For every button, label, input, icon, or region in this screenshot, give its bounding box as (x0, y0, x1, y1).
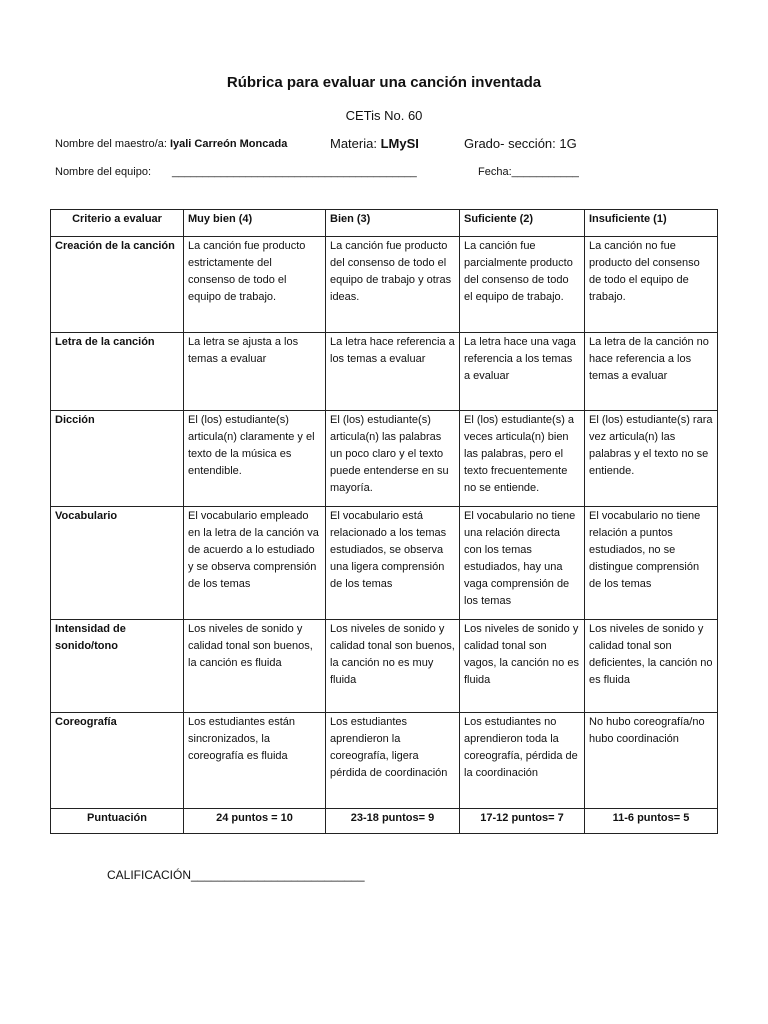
rubric-cell: El (los) estudiante(s) articula(n) claramente y el texto de la música es entendible. (184, 411, 326, 507)
score-cell: 17-12 puntos= 7 (460, 809, 585, 834)
criterion-cell: Creación de la canción (51, 237, 184, 333)
rubric-cell: Los niveles de sonido y calidad tonal son vagos, la canción no es fluida (460, 620, 585, 713)
table-row (51, 333, 718, 411)
rubric-cell: El (los) estudiante(s) rara vez articula(n) las palabras y el texto no se entiende. (585, 411, 718, 507)
criterion-cell: Intensidad de sonido/tono (51, 620, 184, 713)
score-cell: 23-18 puntos= 9 (326, 809, 460, 834)
rubric-cell: Los estudiantes están sincronizados, la coreografía es fluida (184, 713, 326, 809)
rubric-cell: La letra hace referencia a los temas a evaluar (326, 333, 460, 411)
header-criterion: Criterio a evaluar (51, 210, 184, 237)
rubric-cell: La letra hace una vaga referencia a los temas a evaluar (460, 333, 585, 411)
criterion-cell: Letra de la canción (51, 333, 184, 411)
rubric-cell: La canción no fue producto del consenso de todo el equipo de trabajo. (585, 237, 718, 333)
rubric-cell: Los estudiantes no aprendieron toda la coreografía, pérdida de la coordinación (460, 713, 585, 809)
score-row (51, 809, 718, 834)
rubric-cell: La letra de la canción no hace referencia a los temas a evaluar (585, 333, 718, 411)
criterion-cell: Vocabulario (51, 507, 184, 620)
rubric-table (50, 209, 718, 834)
rubric-cell: Los niveles de sonido y calidad tonal son buenos, la canción no es muy fluida (326, 620, 460, 713)
subject-line (330, 136, 419, 151)
rubric-cell: La canción fue parcialmente producto del consenso de todo el equipo de trabajo. (460, 237, 585, 333)
rubric-cell: La canción fue producto del consenso de todo el equipo de trabajo y otras ideas. (326, 237, 460, 333)
rubric-cell: El vocabulario empleado en la letra de la canción va de acuerdo a lo estudiado y se observa comprensión de los temas (184, 507, 326, 620)
table-row (51, 620, 718, 713)
rubric-cell: El vocabulario está relacionado a los temas estudiados, se observa una ligera comprensión de los temas (326, 507, 460, 620)
table-row (51, 713, 718, 809)
teacher-line (55, 138, 287, 150)
rubric-cell: Los niveles de sonido y calidad tonal son buenos, la canción es fluida (184, 620, 326, 713)
header-insuficiente: Insuficiente (1) (585, 210, 718, 237)
header-row (51, 210, 718, 237)
rubric-cell: El vocabulario no tiene relación a puntos estudiados, no se distingue comprensión de los temas (585, 507, 718, 620)
score-label: Puntuación (51, 809, 184, 834)
subject-value: LMySI (380, 136, 419, 151)
score-cell: 11-6 puntos= 5 (585, 809, 718, 834)
date-field: Fecha:___________ (478, 166, 579, 178)
teacher-label: Nombre del maestro/a: (55, 138, 167, 150)
subject-label: Materia: (330, 136, 377, 151)
header-muy-bien: Muy bien (4) (184, 210, 326, 237)
team-blank: ________________________________________ (172, 166, 417, 178)
criterion-cell: Coreografía (51, 713, 184, 809)
header-suficiente: Suficiente (2) (460, 210, 585, 237)
rubric-cell: El (los) estudiante(s) a veces articula(n) bien las palabras, pero el texto frecuentemente no se entiende. (460, 411, 585, 507)
rubric-cell: Los niveles de sonido y calidad tonal son deficientes, la canción no es fluida (585, 620, 718, 713)
team-label: Nombre del equipo: (55, 166, 152, 178)
rubric-cell: Los estudiantes aprendieron la coreografía, ligera pérdida de coordinación (326, 713, 460, 809)
teacher-name: Iyali Carreón Moncada (169, 138, 288, 150)
table-row (51, 237, 718, 333)
score-cell: 24 puntos = 10 (184, 809, 326, 834)
criterion-cell: Dicción (51, 411, 184, 507)
rubric-cell: No hubo coreografía/no hubo coordinación (585, 713, 718, 809)
school-name: CETis No. 60 (345, 108, 423, 123)
rubric-cell: La canción fue producto estrictamente del consenso de todo el equipo de trabajo. (184, 237, 326, 333)
header-bien: Bien (3) (326, 210, 460, 237)
table-row (51, 411, 718, 507)
rubric-cell: La letra se ajusta a los temas a evaluar (184, 333, 326, 411)
grade-line: Grado- sección: 1G (464, 136, 577, 151)
table-row (51, 507, 718, 620)
rubric-cell: El (los) estudiante(s) articula(n) las palabras un poco claro y el texto puede entenderse en su mayoría. (326, 411, 460, 507)
rubric-cell: El vocabulario no tiene una relación directa con los temas estudiados, hay una vaga comprensión de los temas (460, 507, 585, 620)
document-title: Rúbrica para evaluar una canción inventada (226, 74, 542, 91)
calificacion-line: CALIFICACIÓN__________________________ (107, 868, 365, 882)
